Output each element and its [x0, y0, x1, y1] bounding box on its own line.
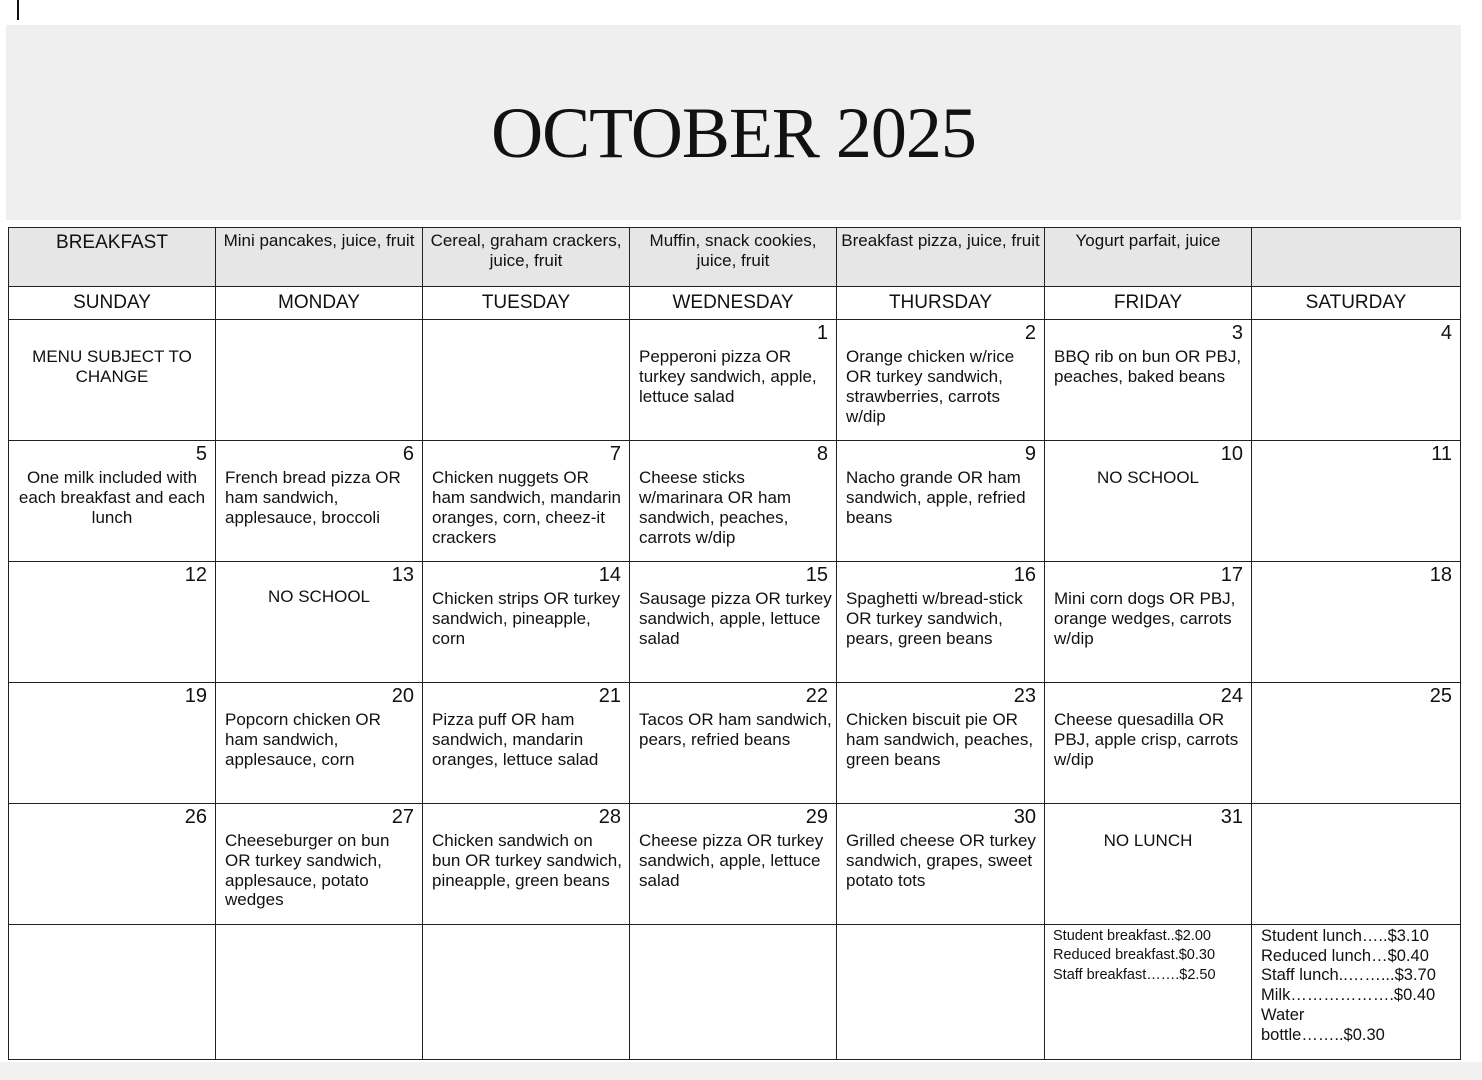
day-number: 14	[598, 564, 621, 587]
breakfast-thursday: Breakfast pizza, juice, fruit	[837, 228, 1045, 287]
day-cell	[216, 562, 423, 683]
day-number: 17	[1220, 564, 1243, 587]
empty-cell	[9, 924, 216, 1059]
lunch-menu: Grilled cheese OR turkey sandwich, grapes, sweet potato tots	[846, 830, 1036, 890]
day-cell	[837, 441, 1045, 562]
lunch-menu: Cheese pizza OR turkey sandwich, apple, lettuce salad	[639, 830, 824, 890]
no-school-note: NO SCHOOL	[267, 587, 371, 607]
day-number: 12	[184, 564, 207, 587]
no-lunch-note: NO LUNCH	[1103, 830, 1193, 850]
day-cell	[1252, 562, 1461, 683]
day-cell	[1252, 803, 1461, 924]
lunch-menu: Cheese quesadilla OR PBJ, apple crisp, carrots w/dip	[1054, 710, 1239, 769]
day-cell	[837, 683, 1045, 804]
day-number: 5	[195, 443, 207, 466]
day-cell	[837, 803, 1045, 924]
day-cell	[1045, 562, 1252, 683]
day-number: 4	[1440, 322, 1452, 345]
day-cell	[423, 320, 630, 441]
price-line: Staff breakfast…….$2.50	[1053, 966, 1216, 983]
empty-cell	[216, 924, 423, 1059]
day-cell	[216, 441, 423, 562]
day-cell	[216, 320, 423, 441]
lunch-menu: Chicken strips OR turkey sandwich, pineapple, corn	[432, 589, 620, 648]
lunch-menu: Pepperoni pizza OR turkey sandwich, apple, lettuce salad	[639, 347, 817, 407]
week-row	[9, 803, 1461, 924]
prices-row	[9, 924, 1461, 1059]
menu-calendar-table	[8, 227, 1461, 1060]
lunch-menu: Chicken biscuit pie OR ham sandwich, peaches, green beans	[846, 710, 1034, 769]
breakfast-label: BREAKFAST	[9, 228, 216, 287]
lunch-menu: Nacho grande OR ham sandwich, apple, refried beans	[846, 468, 1026, 527]
lunch-menu: Pizza puff OR ham sandwich, mandarin oranges, lettuce salad	[432, 710, 599, 769]
day-cell	[1252, 320, 1461, 441]
lunch-menu: Mini corn dogs OR PBJ, orange wedges, carrots w/dip	[1054, 589, 1236, 648]
lunch-menu: Orange chicken w/rice OR turkey sandwich, strawberries, carrots w/dip	[846, 347, 1015, 426]
day-number: 31	[1220, 805, 1243, 828]
day-number: 25	[1429, 685, 1452, 708]
breakfast-prices	[1045, 924, 1252, 1059]
lunch-menu: Sausage pizza OR turkey sandwich, apple, lettuce salad	[639, 589, 832, 648]
day-cell	[630, 441, 837, 562]
week-row	[9, 683, 1461, 804]
day-number: 19	[184, 685, 207, 708]
weekday-wednesday: WEDNESDAY	[630, 286, 837, 320]
empty-cell	[630, 924, 837, 1059]
day-number: 3	[1231, 322, 1243, 345]
weekday-header-row	[9, 286, 1461, 320]
lunch-menu: Tacos OR ham sandwich, pears, refried beans	[639, 710, 832, 749]
day-number: 28	[598, 805, 621, 828]
weekday-sunday: SUNDAY	[9, 286, 216, 320]
day-number: 16	[1013, 564, 1036, 587]
breakfast-friday: Yogurt parfait, juice	[1045, 228, 1252, 287]
lunch-menu: Spaghetti w/bread-stick OR turkey sandwich, pears, green beans	[846, 589, 1023, 648]
lunch-menu: Cheese sticks w/marinara OR ham sandwich, peaches, carrots w/dip	[639, 468, 792, 547]
price-line: Reduced breakfast.$0.30	[1053, 947, 1216, 964]
day-cell	[1045, 683, 1252, 804]
lunch-menu: BBQ rib on bun OR PBJ, peaches, baked beans	[1054, 347, 1242, 387]
page-title: OCTOBER 2025	[491, 93, 976, 173]
day-cell	[630, 683, 837, 804]
breakfast-row	[9, 228, 1461, 287]
lunch-menu: Chicken nuggets OR ham sandwich, mandarin oranges, corn, cheez-it crackers	[432, 468, 621, 547]
day-cell	[630, 803, 837, 924]
day-cell	[9, 803, 216, 924]
weekday-thursday: THURSDAY	[837, 286, 1045, 320]
lunch-menu: French bread pizza OR ham sandwich, applesauce, broccoli	[225, 468, 401, 527]
day-number: 24	[1220, 685, 1243, 708]
day-cell	[1045, 803, 1252, 924]
day-number: 26	[184, 805, 207, 828]
lunch-menu: Chicken sandwich on bun OR turkey sandwich, pineapple, green beans	[432, 830, 622, 890]
day-number: 13	[391, 564, 414, 587]
price-line: Reduced lunch…$0.40	[1261, 946, 1429, 965]
day-cell	[1252, 683, 1461, 804]
week-row	[9, 320, 1461, 441]
breakfast-monday: Mini pancakes, juice, fruit	[216, 228, 423, 287]
day-cell	[1045, 320, 1252, 441]
lunch-menu: Cheeseburger on bun OR turkey sandwich, applesauce, potato wedges	[225, 830, 390, 910]
day-cell	[837, 562, 1045, 683]
day-number: 6	[402, 443, 414, 466]
no-school-note: NO SCHOOL	[1096, 468, 1200, 488]
day-cell	[630, 320, 837, 441]
day-number: 9	[1024, 443, 1036, 466]
price-line: Student lunch…..$3.10	[1261, 926, 1429, 945]
weekday-friday: FRIDAY	[1045, 286, 1252, 320]
day-cell	[9, 562, 216, 683]
breakfast-saturday	[1252, 228, 1461, 287]
day-cell	[1045, 441, 1252, 562]
day-cell	[423, 803, 630, 924]
milk-note: One milk included with each breakfast and each lunch	[18, 468, 206, 527]
day-cell	[216, 803, 423, 924]
day-cell	[9, 441, 216, 562]
day-cell	[837, 320, 1045, 441]
price-line: Water bottle……..$0.30	[1261, 1005, 1385, 1044]
weekday-tuesday: TUESDAY	[423, 286, 630, 320]
day-number: 1	[816, 322, 828, 345]
day-number: 10	[1220, 443, 1243, 466]
day-cell	[9, 683, 216, 804]
day-number: 7	[609, 443, 621, 466]
text-cursor	[17, 0, 19, 20]
day-number: 15	[805, 564, 828, 587]
weekday-saturday: SATURDAY	[1252, 286, 1461, 320]
price-line: Student breakfast..$2.00	[1053, 927, 1211, 944]
day-number: 11	[1431, 443, 1452, 466]
day-number: 22	[805, 685, 828, 708]
title-banner	[6, 25, 1461, 220]
day-number: 30	[1013, 805, 1036, 828]
day-cell	[423, 562, 630, 683]
empty-cell	[423, 924, 630, 1059]
day-cell	[630, 562, 837, 683]
day-number: 27	[391, 805, 414, 828]
lunch-prices	[1252, 924, 1461, 1059]
breakfast-wednesday: Muffin, snack cookies, juice, fruit	[630, 228, 837, 287]
day-number: 29	[805, 805, 828, 828]
menu-notice: MENU SUBJECT TO CHANGE	[32, 347, 192, 387]
day-number: 23	[1013, 685, 1036, 708]
day-cell	[423, 441, 630, 562]
week-row	[9, 441, 1461, 562]
empty-cell	[837, 924, 1045, 1059]
day-number: 8	[816, 443, 828, 466]
day-cell	[9, 320, 216, 441]
day-number: 20	[391, 685, 414, 708]
price-line: Milk……………….$0.40	[1261, 986, 1436, 1005]
day-cell	[1252, 441, 1461, 562]
day-number: 21	[598, 685, 621, 708]
price-line: Staff lunch..……...$3.70	[1261, 966, 1436, 985]
weekday-monday: MONDAY	[216, 286, 423, 320]
day-cell	[423, 683, 630, 804]
breakfast-tuesday: Cereal, graham crackers, juice, fruit	[423, 228, 630, 287]
week-row	[9, 562, 1461, 683]
lunch-menu: Popcorn chicken OR ham sandwich, applesauce, corn	[225, 710, 381, 769]
day-cell	[216, 683, 423, 804]
day-number: 2	[1024, 322, 1036, 345]
day-number: 18	[1429, 564, 1452, 587]
